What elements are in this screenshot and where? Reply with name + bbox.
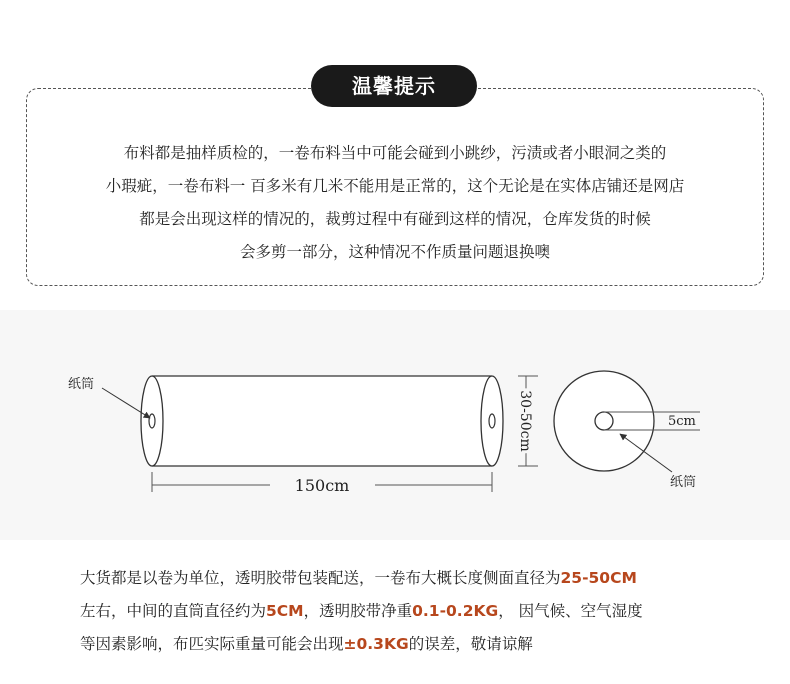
core-diameter-highlight: 5CM <box>266 602 304 620</box>
tube-label-left: 纸筒 <box>68 377 95 392</box>
tube-label-right: 纸筒 <box>670 475 697 490</box>
info-text: 大货都是以卷为单位，透明胶带包装配送，一卷布大概长度侧面直径为 <box>80 569 561 587</box>
info-line-2 <box>80 599 643 621</box>
core-label: 5cm <box>668 414 696 429</box>
tube-core-end <box>595 412 613 430</box>
tube-core-right <box>489 414 495 428</box>
fabric-roll-diagram <box>0 310 790 540</box>
diameter-highlight: 25-50CM <box>560 569 637 587</box>
info-text: ， 因气候、空气湿度 <box>498 602 643 620</box>
notice-line-1: 布料都是抽样质检的，一卷布料当中可能会碰到小跳纱，污渍或者小眼洞之类的 <box>123 144 667 162</box>
info-line-3 <box>80 632 533 654</box>
info-text: ，透明胶带净重 <box>303 602 413 620</box>
info-text: 左右，中间的直筒直径约为 <box>80 602 267 620</box>
notice-line-2: 小瑕疵，一卷布料一 百多米有几米不能用是正常的，这个无论是在实体店铺还是网店 <box>105 177 685 195</box>
tube-core-left <box>149 414 155 428</box>
diameter-label: 30-50cm <box>517 390 533 452</box>
info-text: 的误差，敬请谅解 <box>408 635 533 653</box>
weight-error-highlight: ±0.3KG <box>343 635 409 653</box>
notice-line-3: 都是会出现这样的情况的，裁剪过程中有碰到这样的情况，仓库发货的时候 <box>139 210 651 228</box>
info-line-1 <box>80 566 637 588</box>
notice-title: 温馨提示 <box>311 65 477 107</box>
info-text: 等因素影响，布匹实际重量可能会出现 <box>80 635 344 653</box>
length-label: 150cm <box>294 476 350 495</box>
fabric-roll-side-view <box>141 376 503 466</box>
notice-line-4: 会多剪一部分，这种情况不作质量问题退换噢 <box>239 243 550 261</box>
tape-weight-highlight: 0.1-0.2KG <box>412 602 499 620</box>
